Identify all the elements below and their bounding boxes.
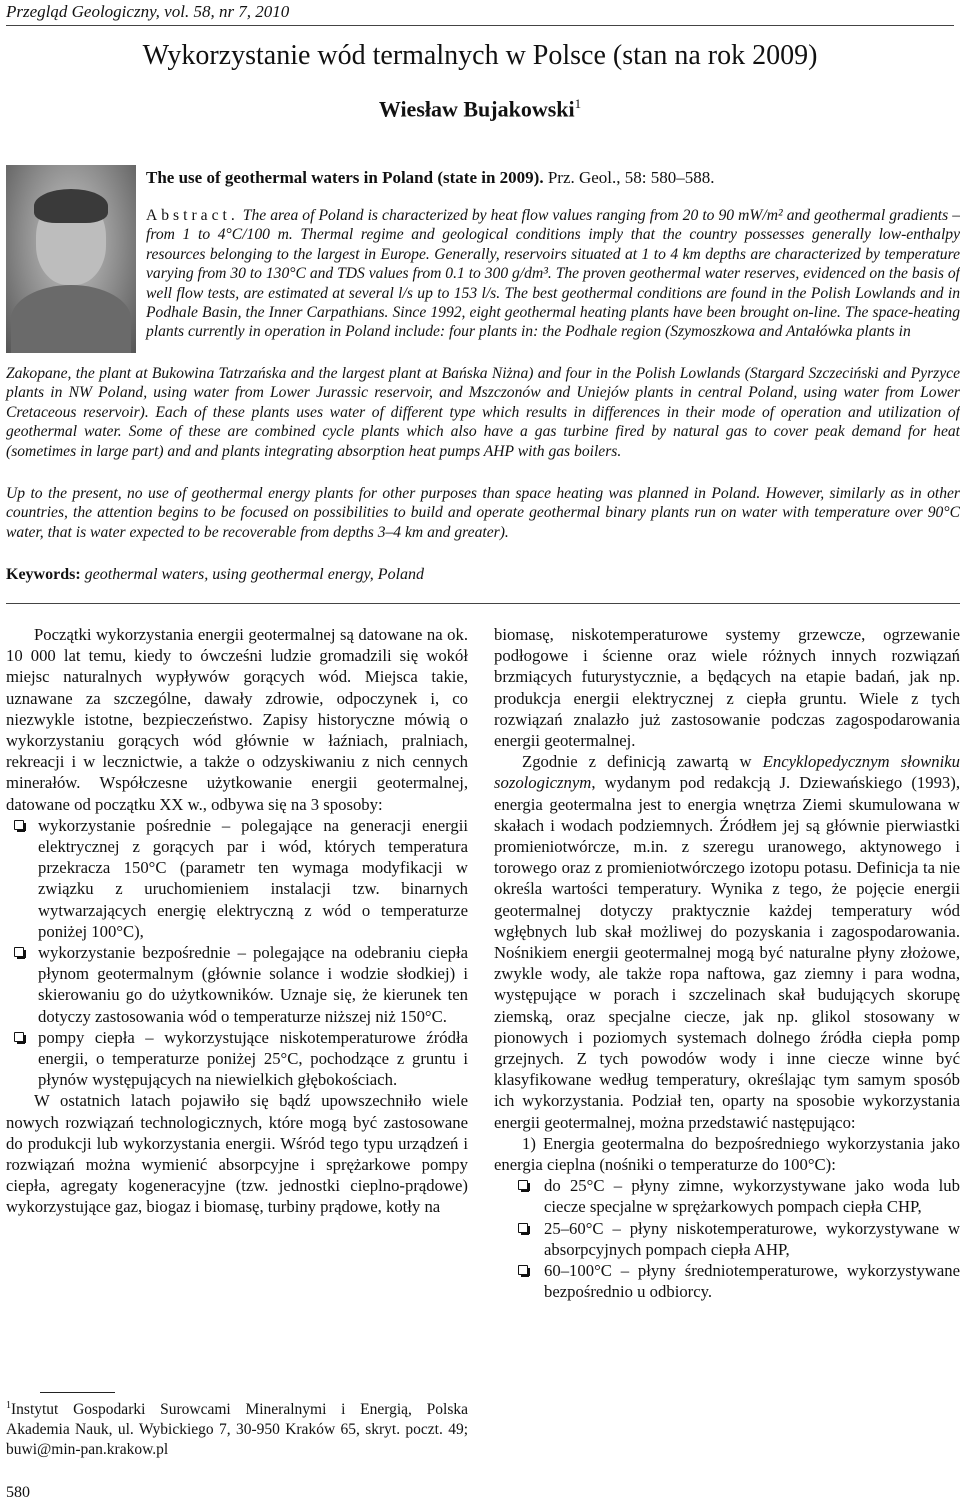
- abstract-block: [146, 206, 960, 364]
- list-item-text: 25–60°C – płyny niskotemperaturowe, wykorzystywane w absorpcyjnych pompach ciepła AHP,: [544, 1218, 960, 1259]
- photo-shoulders: [11, 285, 131, 353]
- checkbox-bullet-icon: [14, 820, 24, 830]
- keywords-label: Keywords:: [6, 566, 81, 583]
- right-paragraph-2-rest: , wydanym pod redakcją J. Dziewańskiego (1993), energia geotermalna jest to energia wnętrza Ziemi skumulowana w skałach i wodach podziemnych. Źródłem jej są głównie pierwiastki promieniotwórcze, m.in. z szeregu uranowego, aktynowego i torowego oraz z promieniotwórczego izotopu potasu. Definicja ta nie określa wartości temperatury. Wynika z tego, że pojęcie energii geotermalnej dotyczy praktycznie każdej temperatury wód wgłębnych lub skał możliwej do pozyskania i zagospodarowania. Nośnikiem energii geotermalnej mogą być naturalne płyny złożowe, zwykle wody, ale także ropa naftowa, gaz ziemny i para wodna, występujące w porach i szczelinach skał budujących skorupę ziemską, oraz specjalne ciecze, jak np. glikol stosowany w pionowych i poziomych systemach dolnego źródła ciepła pomp grzejnych. Z tych powodów wody i inne ciecze winne być klasyfikowane według temperatury, określając tym samym sposób ich wykorzystania. Podział ten, oparty na sposobie wykorzystania energii geotermalnej, można przedstawić następująco:: [494, 773, 960, 1132]
- left-paragraph-1: Początki wykorzystania energii geotermalnej są datowane na ok. 10 000 lat temu, kiedy to ówcześni ludzie gromadzili się wokół miejsc naturalnych wypływów gorących wód. Miejsca takie, uznawane za szczególne, dawały zdrowie, odpoczynek i, co niezwykle istotne, bezpieczeństwo. Zapisy historyczne mówią o wykorzystaniu gorących wód głównie w łaźniach, pralniach, rekreacji i w lecznictwie, a także o odzyskiwaniu z nich cennych minerałów. Współczesne użytkowanie energii geotermalnej, datowane od początku XX w., odbywa się na 3 sposoby:: [6, 625, 468, 814]
- keywords-line: [6, 566, 424, 584]
- checkbox-bullet-icon: [14, 947, 24, 957]
- header-rule: [6, 25, 954, 26]
- left-bullet-list: [6, 815, 468, 1091]
- author-name: [0, 96, 960, 122]
- abstract-continuation: Zakopane, the plant at Bukowina Tatrzańska and the largest plant at Bańska Niżna) and four in the Polish Lowlands (Stargard Szczeciński and Pyrzyce plants in NW Poland, using water from Lower Jurassic reservoir, and Mszczonów and Uniejów plants in central Poland, using water from Lower Cretaceous reservoir). Each of these plants uses water of different type which results in differences in their mode of operation and utilization of geothermal water. Some of these are combined cycle plants which also have a gas turbine fired by natural gas to cover peak demand for heat (sometimes in large part) and and plants integrating absorption heat pumps AHP with gas boilers.: [6, 365, 960, 460]
- checkbox-bullet-icon: [14, 1032, 24, 1042]
- right-paragraph-3: 1) Energia geotermalna do bezpośredniego wykorzystania jako energia cieplna (nośniki o temperaturze do 100°C):: [494, 1133, 960, 1175]
- left-paragraph-2: W ostatnich latach pojawiło się bądź upowszechniło wiele nowych rozwiązań technologicznych, które mogą być zastosowane do produkcji lub wykorzystania energii. Wśród tego typu urządzeń i rozwiązań można wymienić absorpcyjne i sprężarkowe pompy ciepła, agregaty kogeneracyjne (tzw. jednostki cieplno-prądowe) wykorzystujące gaz, biogaz i biomasę, turbiny prądowe, kotły na: [6, 1091, 468, 1217]
- abstract-paragraph-2: Up to the present, no use of geothermal energy plants for other purposes than space heating was planned in Poland. However, similarly as in other countries, the attention begins to be focused on possibilities to build and operate geothermal binary plants run on water with temperature over 90°C water, that is water expected to be recoverable from depths 3–4 km and greater).: [6, 485, 960, 541]
- right-bullet-list: [494, 1175, 960, 1302]
- right-paragraph-2-source: Encyklopedycznym słowniku sozologicznym: [494, 752, 960, 793]
- right-paragraph-2: [494, 751, 960, 1133]
- citation-line: [146, 168, 715, 188]
- author-affiliation-mark: 1: [574, 96, 582, 111]
- footnote-text: Instytut Gospodarki Surowcami Mineralnymi i Energią, Polska Akademia Nauk, ul. Wybickiego 7, 30-950 Kraków 65, skryt. poczt. 49; buwi@min-pan.krakow.pl: [6, 1401, 468, 1459]
- footnote-rule: [40, 1392, 115, 1393]
- abstract-label: Abstract.: [146, 207, 239, 224]
- author-name-text: Wiesław Bujakowski: [378, 96, 575, 122]
- abstract-text-top: The area of Poland is characterized by heat flow values ranging from 20 to 90 mW/m² and geothermal gradients – from 1 to 4°C/100 m. Thermal regime and geological conditions imply that the country possesses generally low-enthalpy resources belonging to the largest in Europe. Generally, reservoirs situated at 1 to 4 km depths are characterized by temperature varying from 30 to 130°C and TDS values from 0.1 to 300 g/dm³. The proven geothermal water reserves, evidenced on the basis of well flow tests, are estimated at several l/s up to 153 l/s. The best geothermal conditions are found in the Polish Lowlands and in Podhale Basin, the Inner Carpathians. Since 1992, eight geothermal heating plants have been brought on-line. The space-heating plants currently in operation in Poland include: four plants in: the Podhale region (Szymoszkowa and Antałówka plants in: [146, 207, 960, 341]
- citation-title: The use of geothermal waters in Poland (state in 2009).: [146, 168, 544, 187]
- list-item-text: 60–100°C – płyny średniotemperaturowe, wykorzystywane bezpośrednio u odbiorcy.: [544, 1261, 960, 1302]
- right-paragraph-2-start: Zgodnie z definicją zawartą w: [522, 752, 752, 772]
- author-photo: [6, 165, 136, 353]
- checkbox-bullet-icon: [518, 1223, 528, 1233]
- section-rule: [6, 603, 960, 604]
- article-title: Wykorzystanie wód termalnych w Polsce (stan na rok 2009): [142, 40, 818, 71]
- list-item-text: wykorzystanie bezpośrednie – polegające na odebraniu ciepła płynom geotermalnym (głównie solance i wodzie słodkiej) i skierowaniu go do użytkowników. Uznaje się, że kierunek ten dotyczy zastosowania wód o temperaturze niższej niż 150°C.: [38, 943, 468, 1026]
- list-item: [494, 1218, 960, 1260]
- citation-source: Prz. Geol., 58: 580–588.: [547, 168, 715, 187]
- list-item: [6, 815, 468, 942]
- checkbox-bullet-icon: [518, 1265, 528, 1275]
- page-number: 580: [6, 1484, 30, 1501]
- keywords-value: geothermal waters, using geothermal energy, Poland: [84, 566, 425, 583]
- list-item: [494, 1175, 960, 1217]
- journal-header: Przegląd Geologiczny, vol. 58, nr 7, 2010: [6, 2, 290, 21]
- footnote: [6, 1396, 468, 1460]
- photo-hair: [34, 189, 108, 223]
- right-paragraph-1: biomasę, niskotemperaturowe systemy grzewcze, ogrzewanie podłogowe i ścienne oraz wiele różnych innych rozwiązań brzmiących futurystycznie, a będących na etapie badań, jak np. produkcja energii elektrycznej z ciepła gruntu. Wiele z tych rozwiązań znalazło już zastosowanie podczas zagospodarowania energii geotermalnej.: [494, 625, 960, 751]
- footnote-mark: 1: [6, 1400, 11, 1411]
- list-item-text: do 25°C – płyny zimne, wykorzystywane jako woda lub ciecze specjalne w sprężarkowych pompach ciepła CHP,: [544, 1176, 960, 1217]
- list-item: [6, 1027, 468, 1091]
- checkbox-bullet-icon: [518, 1180, 528, 1190]
- right-column: [494, 624, 960, 1303]
- left-column: [6, 624, 468, 1218]
- list-item: [494, 1260, 960, 1302]
- list-item-text: wykorzystanie pośrednie – polegające na generacji energii elektrycznej z gorących par i wód, których temperatura przekracza 150°C (parametr ten wymaga modyfikacji w związku z uruchomieniem instalacji tzw. binarnych wytwarzających energię elektryczną z wód o temperaturze poniżej 100°C),: [38, 815, 468, 941]
- list-item: [6, 942, 468, 1027]
- list-item-text: pompy ciepła – wykorzystujące niskotemperaturowe źródła energii, o temperaturze poniżej 25°C, pochodzące z gruntu i płynów występujących na niewielkich głębokościach.: [38, 1027, 468, 1090]
